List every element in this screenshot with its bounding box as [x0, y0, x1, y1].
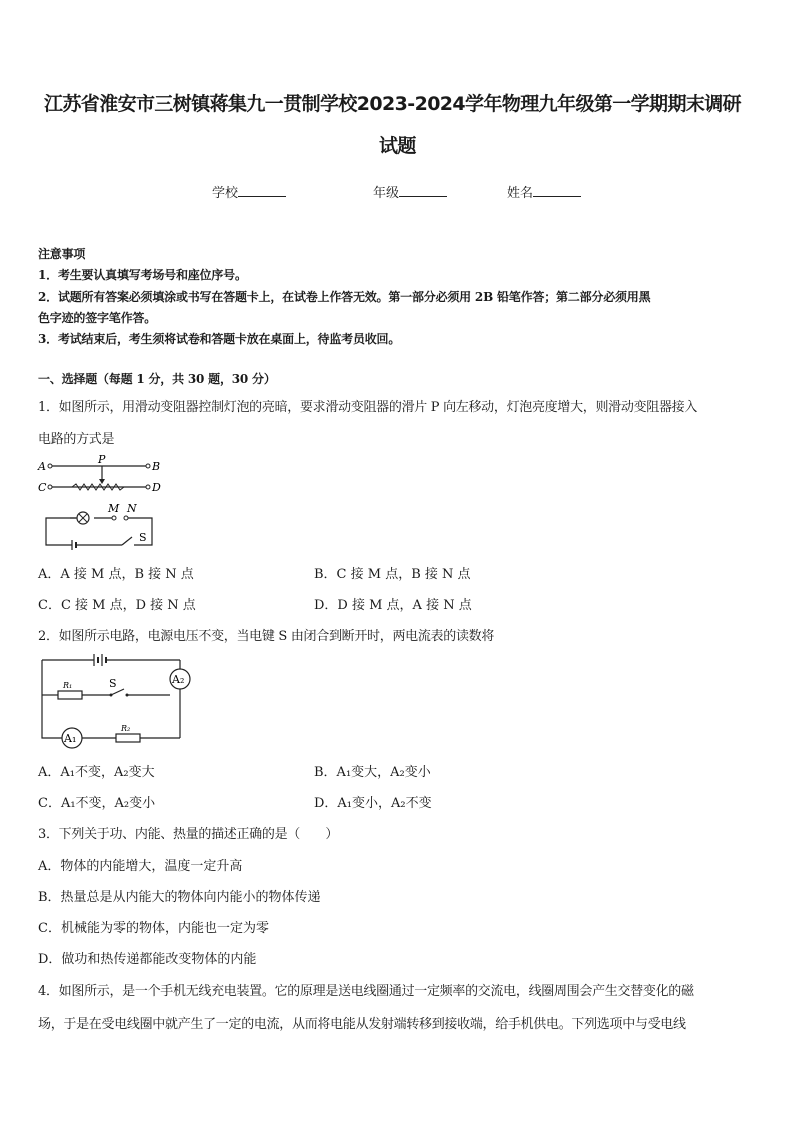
page-title-continued: 试题 — [379, 135, 416, 157]
q1-option-a: A．A 接 M 点，B 接 N 点 — [38, 567, 194, 582]
resistor-r1-label: R₁ — [63, 681, 73, 690]
q3-option-c: C．机械能为零的物体，内能也一定为零 — [38, 921, 269, 936]
question-2-stem: 2．如图所示电路，电源电压不变，当电键 S 由闭合到断开时，两电流表的读数将 — [38, 629, 495, 644]
notice-item: 3．考试结束后，考生须将试卷和答题卡放在桌面上，待监考员收回。 — [38, 332, 401, 346]
name-label: 姓名 — [507, 186, 534, 201]
q3-option-d: D．做功和热传递都能改变物体的内能 — [38, 952, 257, 967]
switch-s-label: S — [109, 677, 117, 690]
terminal-d-label: D — [152, 481, 161, 494]
notice-item: 1．考生要认真填写考场号和座位序号。 — [38, 268, 247, 282]
page-title: 江苏省淮安市三树镇蒋集九一贯制学校2023-2024学年物理九年级第一学期期末调研 — [44, 93, 742, 115]
q2-option-a: A．A₁不变，A₂变大 — [38, 765, 155, 780]
name-blank — [533, 184, 581, 197]
q3-option-b: B．热量总是从内能大的物体向内能小的物体传递 — [38, 890, 321, 905]
school-blank — [238, 184, 286, 197]
notice-item: 2．试题所有答案必须填涂或书写在答题卡上，在试卷上作答无效。第一部分必须用 2B 铅笔作答；第二部分必须用黑 — [38, 290, 651, 304]
ammeter-circuit-diagram — [36, 648, 196, 750]
switch-s-label: S — [139, 531, 147, 544]
q1-option-c: C．C 接 M 点，D 接 N 点 — [38, 598, 196, 613]
q1-option-d: D．D 接 M 点，A 接 N 点 — [314, 598, 472, 613]
terminal-b-label: B — [152, 460, 161, 473]
ammeter-a2-label: A₂ — [172, 673, 185, 686]
notice-item-continued: 色字迹的签字笔作答。 — [38, 311, 157, 325]
grade-field — [373, 182, 447, 201]
slider-p-label: P — [98, 453, 106, 466]
point-m-label: M — [108, 502, 120, 515]
school-label: 学校 — [212, 186, 239, 201]
notice-heading: 注意事项 — [38, 247, 86, 261]
name-field — [507, 182, 581, 201]
q2-option-d: D．A₁变小，A₂不变 — [314, 796, 432, 811]
school-field — [212, 182, 286, 201]
q2-option-c: C．A₁不变，A₂变小 — [38, 796, 156, 811]
resistor-r1-icon — [58, 691, 82, 699]
q1-option-b: B．C 接 M 点，B 接 N 点 — [314, 567, 471, 582]
point-n-label: N — [127, 502, 137, 515]
question-4-stem: 4．如图所示，是一个手机无线充电装置。它的原理是送电线圈通过一定频率的交流电，线圈周围会产生交替变化的磁 — [38, 984, 694, 999]
resistor-r2-icon — [116, 734, 140, 742]
rheostat-circuit-diagram — [36, 452, 172, 554]
terminal-c-label: C — [38, 481, 47, 494]
ammeter-a1-label: A₁ — [64, 732, 77, 745]
question-1-stem: 1．如图所示，用滑动变阻器控制灯泡的亮暗，要求滑动变阻器的滑片 P 向左移动，灯泡亮度增大，则滑动变阻器接入 — [38, 400, 698, 415]
question-3-stem: 3．下列关于功、内能、热量的描述正确的是（ ） — [38, 827, 339, 842]
question-1-stem-continued: 电路的方式是 — [38, 432, 115, 447]
grade-label: 年级 — [373, 186, 400, 201]
resistor-r2-label: R₂ — [121, 724, 131, 733]
q3-option-a: A．物体的内能增大，温度一定升高 — [38, 859, 243, 874]
terminal-a-label: A — [38, 460, 46, 473]
q2-option-b: B．A₁变大，A₂变小 — [314, 765, 431, 780]
grade-blank — [399, 184, 447, 197]
question-4-stem-continued: 场，于是在受电线圈中就产生了一定的电流，从而将电能从发射端转移到接收端，给手机供电。下列选项中与受电线 — [38, 1017, 686, 1032]
section-heading: 一、选择题（每题 1 分，共 30 题，30 分） — [38, 372, 276, 386]
